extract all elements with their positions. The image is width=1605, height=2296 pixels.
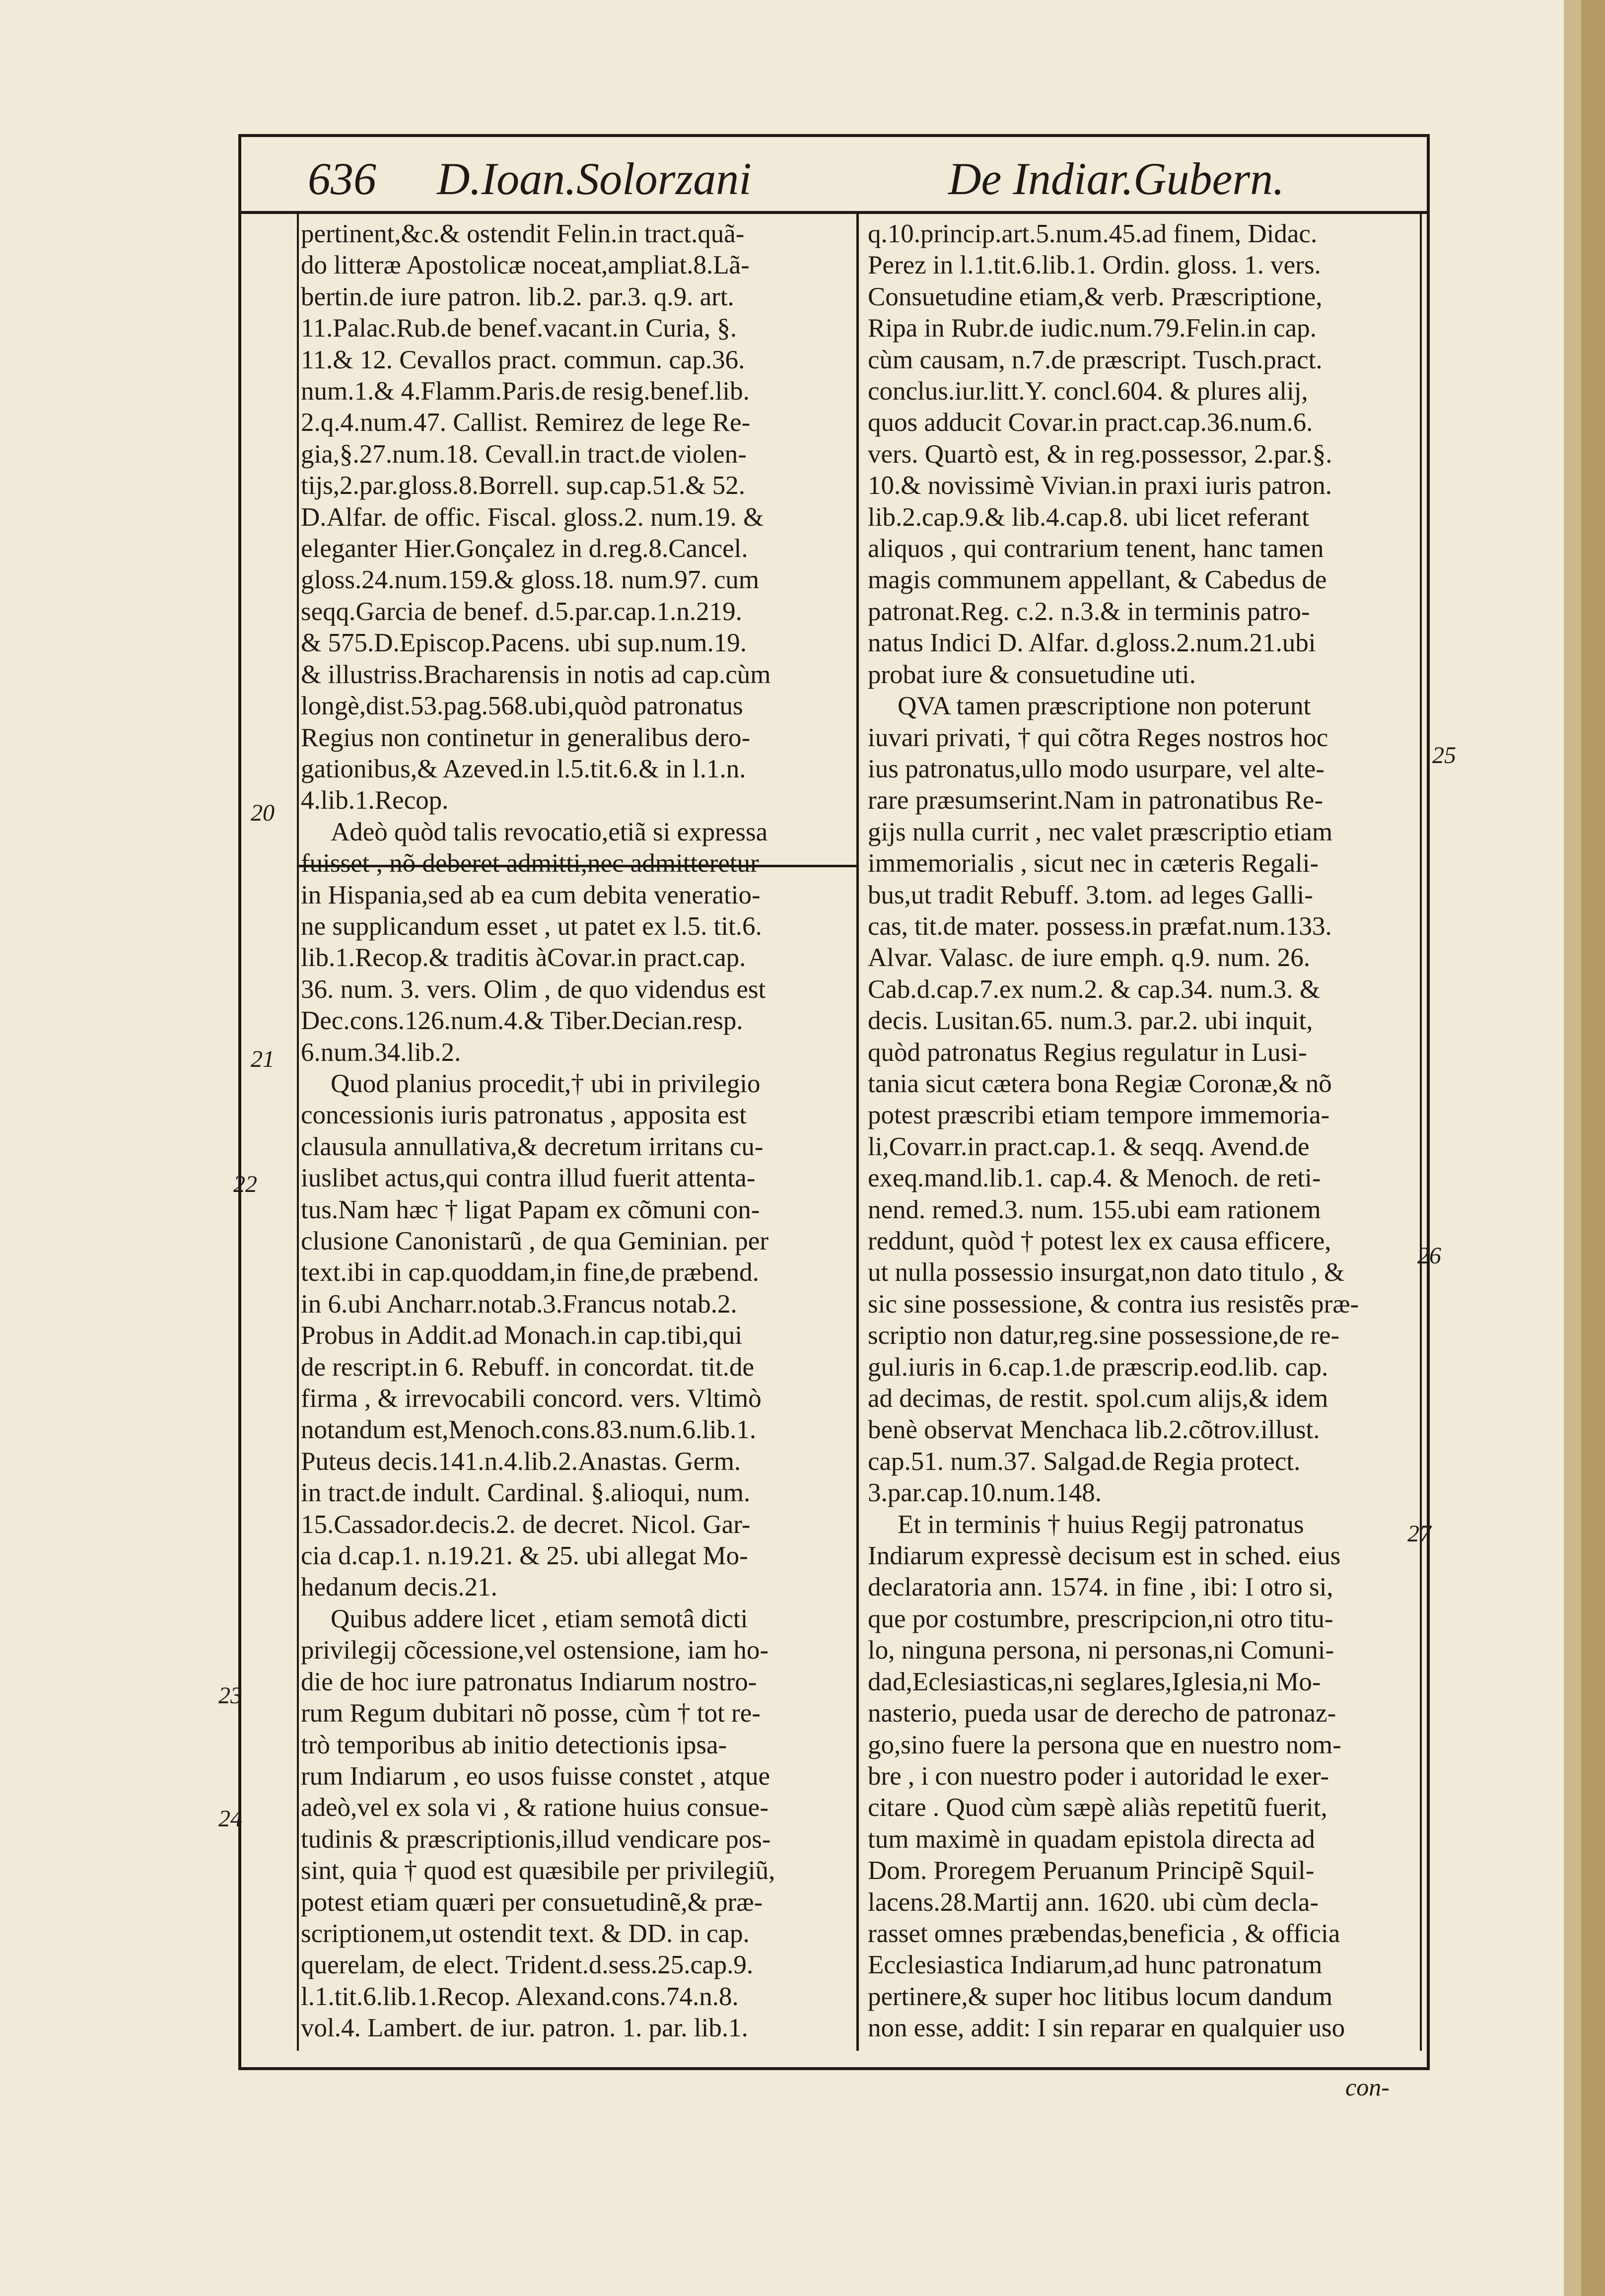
margin-number: 22 (233, 1171, 257, 1197)
text-line: D.Alfar. de offic. Fiscal. gloss.2. num.19. & (301, 502, 764, 532)
text-line: clusione Canonistarũ , de qua Geminian. per (301, 1227, 768, 1255)
text-line: ne supplicandum esset , ut patet ex l.5. tit.6. (301, 911, 762, 941)
text-line: benè observat Menchaca lib.2.cõtrov.illust. (868, 1415, 1320, 1445)
text-line: 6.num.34.lib.2. (301, 1038, 461, 1067)
text-line: Quod planius procedit,† ubi in privilegio (331, 1069, 761, 1098)
left-text-column (301, 218, 847, 2050)
text-line: bre , i con nuestro poder i autoridad le exer- (868, 1761, 1329, 1791)
text-line: eleganter Hier.Gonçalez in d.reg.8.Cancel. (301, 534, 748, 563)
running-head-title: De Indiar.Gubern. (948, 153, 1285, 204)
text-line: adeò,vel ex sola vi , & ratione huius consue- (301, 1793, 768, 1822)
text-line: cùm causam, n.7.de præscript. Tusch.pract. (868, 345, 1323, 374)
text-line: patronat.Reg. c.2. n.3.& in terminis patro- (868, 597, 1310, 626)
text-line: scriptio non datur,reg.sine possessione,de re- (868, 1321, 1340, 1350)
text-line: ius patronatus,ullo modo usurpare, vel alte- (868, 754, 1325, 783)
text-line: Perez in l.1.tit.6.lib.1. Ordin. gloss. 1. vers. (868, 251, 1321, 280)
text-line: tum maximè in quadam epistola directa ad (868, 1824, 1315, 1854)
text-line: Indiarum expressè decisum est in sched. eius (868, 1541, 1341, 1571)
text-line: vers. Quartò est, & in reg.possessor, 2.par.§. (868, 439, 1332, 469)
text-line: Ecclesiastica Indiarum,ad hunc patronatum (868, 1950, 1323, 1980)
text-line: longè,dist.53.pag.568.ubi,quòd patronatus (301, 692, 743, 721)
right-column-rule (1420, 214, 1422, 2051)
text-line: 11.& 12. Cevallos pract. commun. cap.36. (301, 345, 745, 374)
text-line: citare . Quod cùm sæpè aliàs repetitũ fuerit, (868, 1793, 1327, 1822)
text-line: quos adducit Covar.in pract.cap.36.num.6. (868, 408, 1313, 437)
text-line: nasterio, pueda usar de derecho de patronaz- (868, 1699, 1336, 1728)
right-text-column (868, 218, 1411, 2050)
text-line: & 575.D.Episcop.Pacens. ubi sup.num.19. (301, 628, 747, 658)
text-line: ut nulla possessio insurgat,non dato titulo , & (868, 1258, 1345, 1287)
text-line: gul.iuris in 6.cap.1.de præscrip.eod.lib. cap. (868, 1352, 1328, 1382)
header-rule (238, 211, 1430, 214)
text-line: & illustriss.Bracharensis in notis ad cap.cùm (301, 660, 771, 689)
margin-number: 25 (1432, 742, 1456, 768)
text-line: Quibus addere licet , etiam semotâ dicti (331, 1604, 748, 1633)
text-line: 11.Palac.Rub.de benef.vacant.in Curia, §. (301, 314, 737, 343)
text-line: cap.51. num.37. Salgad.de Regia protect. (868, 1447, 1301, 1476)
text-line: 4.lib.1.Recop. (301, 786, 449, 815)
text-line: trò temporibus ab initio detectionis ipsa- (301, 1730, 727, 1759)
text-line: hedanum decis.21. (301, 1573, 497, 1602)
text-line: text.ibi in cap.quoddam,in fine,de præbend. (301, 1258, 759, 1287)
text-line: ad decimas, de restit. spol.cum alijs,& idem (868, 1384, 1328, 1413)
text-line: seqq.Garcia de benef. d.5.par.cap.1.n.219. (301, 597, 742, 626)
text-line: fuisset , nõ deberet admitti,nec admitteretur (301, 849, 759, 878)
column-divider (856, 214, 859, 2051)
text-line: tus.Nam hæc † ligat Papam ex cõmuni con- (301, 1195, 760, 1224)
text-line: pertinent,&c.& ostendit Felin.in tract.quã- (301, 219, 745, 248)
text-line: 2.q.4.num.47. Callist. Remirez de lege Re- (301, 408, 751, 437)
text-line: magis communem appellant, & Cabedus de (868, 565, 1327, 595)
text-line: bus,ut tradit Rebuff. 3.tom. ad leges Galli- (868, 880, 1313, 909)
text-line: aliquos , qui contrarium tenent, hanc tamen (868, 534, 1324, 563)
text-line: gijs nulla currit , nec valet præscriptio etiam (868, 817, 1333, 846)
text-line: Alvar. Valasc. de iure emph. q.9. num. 26. (868, 943, 1311, 973)
text-line: QVA tamen præscriptione non poterunt (898, 692, 1311, 721)
text-line: natus Indici D. Alfar. d.gloss.2.num.21.ubi (868, 628, 1316, 658)
text-line: li,Covarr.in pract.cap.1. & seqq. Avend.de (868, 1132, 1310, 1161)
text-line: rasset omnes præbendas,beneficia , & officia (868, 1919, 1340, 1948)
text-line: lo, ninguna persona, ni personas,ni Comuni- (868, 1636, 1334, 1665)
catchword: con- (1345, 2073, 1390, 2101)
text-line: declaratoria ann. 1574. in fine , ibi: I otro si, (868, 1573, 1333, 1602)
text-line: rum Indiarum , eo usos fuisse constet , atque (301, 1761, 770, 1791)
text-line: in 6.ubi Ancharr.notab.3.Francus notab.2. (301, 1289, 737, 1319)
text-line: exeq.mand.lib.1. cap.4. & Menoch. de reti- (868, 1164, 1321, 1193)
next-page-edge (1581, 0, 1605, 2296)
text-line: bertin.de iure patron. lib.2. par.3. q.9. art. (301, 282, 734, 311)
text-line: Puteus decis.141.n.4.lib.2.Anastas. Germ. (301, 1447, 741, 1476)
text-line: Adeò quòd talis revocatio,etiã si expressa (331, 817, 768, 846)
text-line: gationibus,& Azeved.in l.5.tit.6.& in l.1.n. (301, 754, 746, 783)
text-line: que por costumbre, prescripcion,ni otro titu- (868, 1604, 1333, 1633)
text-line: q.10.princip.art.5.num.45.ad finem, Didac. (868, 219, 1318, 248)
margin-number: 23 (218, 1682, 242, 1709)
text-line: querelam, de elect. Trident.d.sess.25.cap.9. (301, 1950, 754, 1980)
text-line: 15.Cassador.decis.2. de decret. Nicol. Gar- (301, 1510, 751, 1539)
text-line: Dom. Proregem Peruanum Principẽ Squil- (868, 1856, 1315, 1885)
text-line: Consuetudine etiam,& verb. Præscriptione, (868, 282, 1323, 311)
text-line: sic sine possessione, & contra ius resistẽs præ- (868, 1289, 1359, 1319)
text-line: go,sino fuere la persona que en nuestro nom- (868, 1730, 1341, 1759)
text-line: decis. Lusitan.65. num.3. par.2. ubi inquit, (868, 1006, 1313, 1036)
left-column-rule (297, 214, 299, 2051)
text-line: firma , & irrevocabili concord. vers. Vltimò (301, 1384, 762, 1413)
text-line: cia d.cap.1. n.19.21. & 25. ubi allegat Mo- (301, 1541, 748, 1571)
text-line: privilegij cõcessione,vel ostensione, iam ho- (301, 1636, 768, 1665)
text-line: tania sicut cætera bona Regiæ Coronæ,& nõ (868, 1069, 1332, 1098)
text-line: num.1.& 4.Flamm.Paris.de resig.benef.lib. (301, 377, 750, 406)
text-line: potest etiam quæri per consuetudinẽ,& præ- (301, 1887, 763, 1917)
margin-number: 27 (1407, 1521, 1431, 1547)
margin-number: 21 (251, 1046, 275, 1072)
text-line: immemorialis , sicut nec in cæteris Regali- (868, 849, 1319, 878)
text-line: gloss.24.num.159.& gloss.18. num.97. cum (301, 565, 760, 595)
text-line: in tract.de indult. Cardinal. §.alioqui, num. (301, 1478, 751, 1508)
text-line: nend. remed.3. num. 155.ubi eam rationem (868, 1195, 1321, 1224)
text-line: scriptionem,ut ostendit text. & DD. in cap. (301, 1919, 750, 1948)
margin-number: 26 (1417, 1243, 1441, 1269)
text-line: 10.& novissimè Vivian.in praxi iuris patron. (868, 471, 1332, 500)
text-line: Et in terminis † huius Regij patronatus (898, 1510, 1304, 1539)
text-line: pertinere,& super hoc litibus locum dandum (868, 1982, 1333, 2011)
text-line: rum Regum dubitari nõ posse, cùm † tot re- (301, 1699, 761, 1728)
margin-number: 24 (218, 1806, 242, 1832)
text-line: probat iure & consuetudine uti. (868, 660, 1196, 689)
text-line: tijs,2.par.gloss.8.Borrell. sup.cap.51.& 52. (301, 471, 746, 500)
text-line: tudinis & præscriptionis,illud vendicare pos- (301, 1824, 771, 1854)
text-line: Dec.cons.126.num.4.& Tiber.Decian.resp. (301, 1006, 743, 1036)
text-line: l.1.tit.6.lib.1.Recop. Alexand.cons.74.n.8. (301, 1982, 739, 2011)
running-head-author: D.Ioan.Solorzani (437, 153, 752, 204)
text-line: de rescript.in 6. Rebuff. in concordat. tit.de (301, 1352, 755, 1382)
text-line: cas, tit.de mater. possess.in præfat.num.133. (868, 911, 1332, 941)
text-line: iuvari privati, † qui cõtra Reges nostros hoc (868, 723, 1328, 752)
text-line: non esse, addit: I sin reparar en qualquier uso (868, 2014, 1345, 2043)
text-line: rare præsumserint.Nam in patronatibus Re- (868, 786, 1323, 815)
text-line: Probus in Addit.ad Monach.in cap.tibi,qui (301, 1321, 743, 1350)
text-line: reddunt, quòd † potest lex ex causa efficere, (868, 1227, 1331, 1255)
text-line: iuslibet actus,qui contra illud fuerit attenta- (301, 1164, 756, 1193)
text-line: dad,Eclesiasticas,ni seglares,Iglesia,ni Mo- (868, 1667, 1321, 1696)
text-line: die de hoc iure patronatus Indiarum nostro- (301, 1667, 757, 1696)
text-line: Regius non continetur in generalibus dero- (301, 723, 751, 752)
text-line: vol.4. Lambert. de iur. patron. 1. par. lib.1. (301, 2014, 748, 2043)
text-line: gia,§.27.num.18. Cevall.in tract.de violen- (301, 439, 747, 469)
text-line: in Hispania,sed ab ea cum debita veneratio- (301, 880, 761, 909)
text-line: Cab.d.cap.7.ex num.2. & cap.34. num.3. & (868, 974, 1321, 1004)
margin-number: 20 (251, 800, 275, 826)
text-line: 3.par.cap.10.num.148. (868, 1478, 1102, 1508)
text-line: lib.1.Recop.& traditis àCovar.in pract.cap. (301, 943, 746, 973)
text-line: 36. num. 3. vers. Olim , de quo videndus est (301, 974, 766, 1004)
text-line: notandum est,Menoch.cons.83.num.6.lib.1. (301, 1415, 757, 1445)
text-line: conclus.iur.litt.Y. concl.604. & plures alij, (868, 377, 1308, 406)
text-line: sint, quia † quod est quæsibile per privilegiũ, (301, 1856, 775, 1885)
text-line: Ripa in Rubr.de iudic.num.79.Felin.in cap. (868, 314, 1317, 343)
text-line: lacens.28.Martij ann. 1620. ubi cùm decla- (868, 1887, 1319, 1917)
text-line: clausula annullativa,& decretum irritans cu- (301, 1132, 764, 1161)
text-line: lib.2.cap.9.& lib.4.cap.8. ubi licet referant (868, 502, 1309, 532)
text-line: potest præscribi etiam tempore immemoria- (868, 1101, 1330, 1130)
page-number: 636 (308, 153, 376, 204)
text-line: quòd patronatus Regius regulatur in Lusi- (868, 1038, 1307, 1067)
text-line: do litteræ Apostolicæ noceat,ampliat.8.Lã- (301, 251, 750, 280)
text-line: concessionis iuris patronatus , apposita est (301, 1101, 747, 1130)
